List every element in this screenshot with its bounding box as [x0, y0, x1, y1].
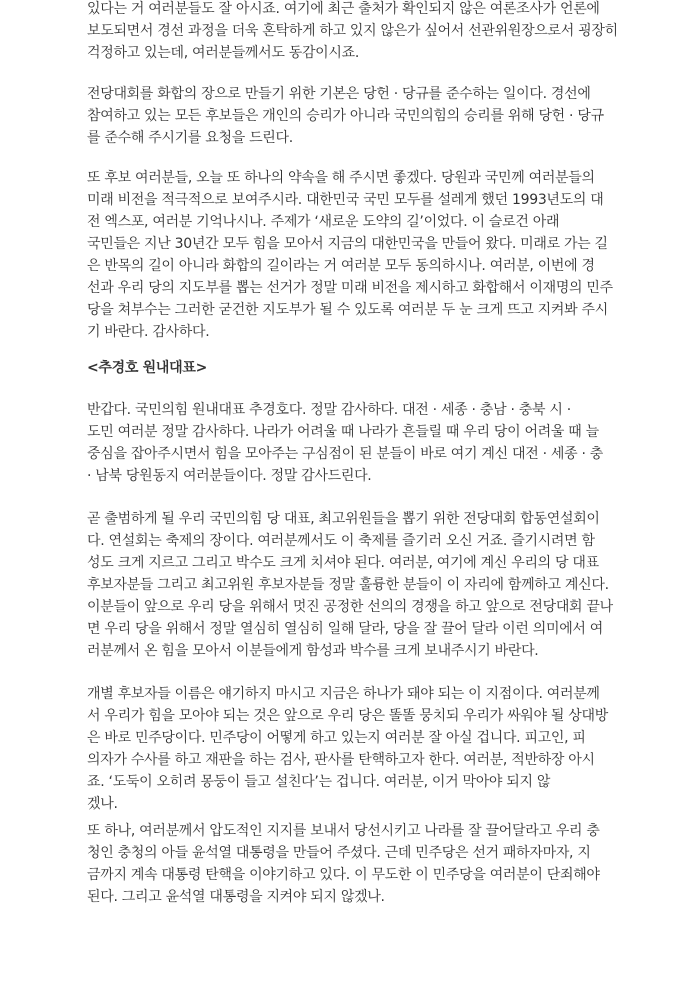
text-line: 죠. ‘도둑이 오히려 몽둥이 들고 설친다’는 겁니다. 여러분, 이거 막아야 되지 않 [87, 774, 551, 790]
text-line: 또 하나, 여러분께서 압도적인 지지를 보내서 당선시키고 나라를 잘 끌어달라고 우리 충 [87, 823, 600, 839]
text-line: 된다. 그리고 윤석열 대통령을 지켜야 되지 않겠나. [87, 889, 385, 905]
text-line: 보도되면서 경선 과정을 더욱 혼탁하게 하고 있지 않은가 싶어서 선관위원장으로서 굉장히 [87, 23, 618, 39]
paragraph-1 [87, 0, 618, 64]
text-line: 걱정하고 있는데, 여러분들께서도 동감이시죠. [87, 45, 360, 61]
text-line: 있다는 거 여러분들도 잘 아시죠. 여기에 최근 출처가 확인되지 않은 여론조사가 언론에 [87, 1, 600, 17]
paragraph-4 [87, 399, 603, 487]
text-line: 반갑다. 국민의힘 원내대표 추경호다. 정말 감사하다. 대전 · 세종 · 충남 · 충북 시 · [87, 402, 571, 418]
text-line: 개별 후보자들 이름은 얘기하지 마시고 지금은 하나가 돼야 되는 이 지점이다. 여러분께 [87, 686, 600, 702]
text-line: 참여하고 있는 모든 후보들은 개인의 승리가 아니라 국민의힘의 승리를 위해 당헌 · 당규 [87, 108, 604, 124]
text-line: 청인 충청의 아들 윤석열 대통령을 만들어 주셨다. 근데 민주당은 선거 패하자마자, 지 [87, 845, 591, 861]
text-line: 미래 비전을 적극적으로 보여주시라. 대한민국 국민 모두를 설레게 했던 1993년도의 대 [87, 192, 604, 208]
text-line: 선과 우리 당의 지도부를 뽑는 선거가 정말 미래 비전을 제시하고 화합해서 이재명의 민주 [87, 280, 613, 296]
text-line: 겠나. [87, 796, 118, 812]
text-line: 전당대회를 화합의 장으로 만들기 위한 기본은 당헌 · 당규를 준수하는 일이다. 경선에 [87, 86, 591, 102]
text-line: 또 후보 여러분들, 오늘 또 하나의 약속을 해 주시면 좋겠다. 당원과 국민께 여러분들의 [87, 170, 595, 186]
text-line: 의자가 수사를 하고 재판을 하는 검사, 판사를 탄핵하고자 한다. 여러분, 적반하장 아시 [87, 752, 595, 768]
text-line: 성도 크게 지르고 그리고 박수도 크게 치셔야 된다. 여러분, 여기에 계신 우리의 당 대표 [87, 555, 599, 571]
text-line: 다. 연설회는 축제의 장이다. 여러분께서도 이 축제를 즐기러 오신 거죠. 즐기시려면 함 [87, 533, 595, 549]
text-line: 면 우리 당을 위해서 정말 열심히 열심히 일해 달라, 당을 잘 끌어 달라 이런 의미에서 여 [87, 621, 604, 637]
text-line: 기 바란다. 감사하다. [87, 324, 210, 340]
paragraph-5 [87, 508, 613, 662]
paragraph-6 [87, 683, 608, 815]
text-line: 전 엑스포, 여러분 기억나시나. 주제가 ‘새로운 도약의 길’이었다. 이 슬로건 아래 [87, 214, 560, 230]
text-line: 국민들은 지난 30년간 모두 힘을 모아서 지금의 대한민국을 만들어 왔다. 미래로 가는 길 [87, 236, 608, 252]
text-line: 금까지 계속 대통령 탄핵을 이야기하고 있다. 이 무도한 이 민주당을 여러분이 단죄해야 [87, 867, 600, 883]
paragraph-7 [87, 820, 600, 908]
text-line: 서 우리가 힘을 모아야 되는 것은 앞으로 우리 당은 똘똘 뭉치되 우리가 싸워야 될 상대방 [87, 708, 608, 724]
text-line: 후보자분들 그리고 최고위원 후보자분들 정말 훌륭한 분들이 이 자리에 함께하고 계신다. [87, 577, 609, 593]
text-line: 중심을 잡아주시면서 힘을 모아주는 구심점이 된 분들이 바로 여기 계신 대전 · 세종 · 충 [87, 446, 604, 462]
text-line: 곧 출범하게 될 우리 국민의힘 당 대표, 최고위원들을 뽑기 위한 전당대회 합동연설회이 [87, 511, 600, 527]
text-line: 를 준수해 주시기를 요청을 드린다. [87, 130, 293, 146]
text-line: 러분께서 온 힘을 모아서 이분들에게 함성과 박수를 크게 보내주시기 바란다. [87, 643, 539, 659]
text-line: 은 바로 민주당이다. 민주당이 어떻게 하고 있는지 여러분 잘 아실 겁니다. 피고인, 피 [87, 730, 586, 746]
text-line: 은 반목의 길이 아니라 화합의 길이라는 거 여러분 모두 동의하시나. 여러분, 이번에 경 [87, 258, 595, 274]
text-line: · 남북 당원동지 여러분들이다. 정말 감사드린다. [87, 468, 372, 484]
paragraph-3 [87, 167, 613, 343]
text-line: 이분들이 앞으로 우리 당을 위해서 멋진 공정한 선의의 경쟁을 하고 앞으로 전당대회 끝나 [87, 599, 613, 615]
text-line: 당을 쳐부수는 그러한 굳건한 지도부가 될 수 있도록 여러분 두 눈 크게 뜨고 지켜봐 주시 [87, 302, 608, 318]
text-line: 도민 여러분 정말 감사하다. 나라가 어려울 때 나라가 흔들릴 때 우리 당이 어려울 때 늘 [87, 424, 599, 440]
section-heading: <추경호 원내대표> [87, 360, 208, 376]
paragraph-2 [87, 83, 604, 149]
